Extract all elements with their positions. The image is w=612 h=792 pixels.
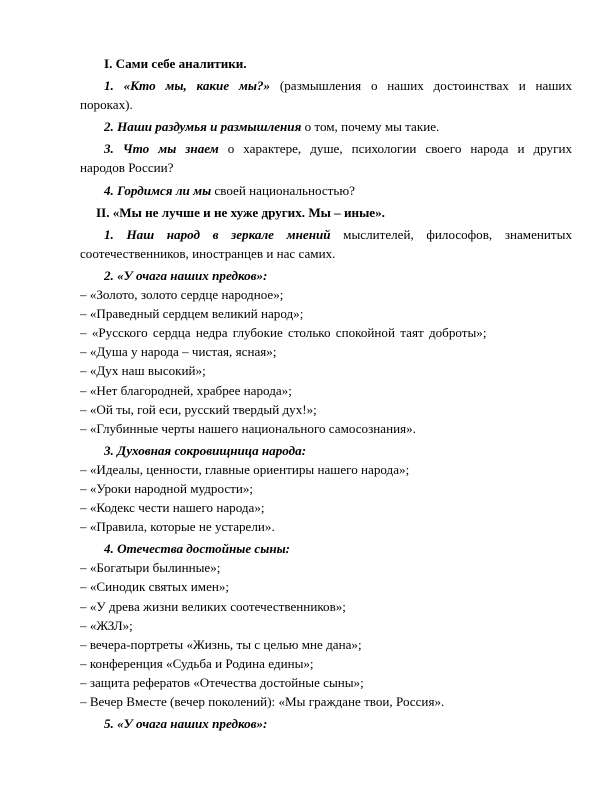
- list-item: – Вечер Вместе (вечер поколений): «Мы граждане твои, Россия».: [80, 694, 445, 709]
- list-item: – «Богатыри былинные»;: [80, 560, 221, 576]
- section-heading-1: I. Сами себе аналитики.: [104, 56, 247, 71]
- paragraph-1: [80, 76, 572, 114]
- list-4-title: 4. Отечества достойные сыны:: [104, 541, 291, 557]
- paragraph-1-lead: 1. «Кто мы, какие мы?»: [104, 78, 271, 94]
- list-item: – «Душа у народа – чистая, ясная»;: [80, 344, 277, 360]
- paragraph-3-text: о характере, душе, психологии своего народа и других: [218, 141, 572, 157]
- list-3-title: 3. Духовная сокровищница народа:: [104, 442, 307, 458]
- paragraph-3-lead: 3. Что мы знаем: [104, 141, 219, 157]
- list-item: – «ЖЗЛ»;: [80, 617, 133, 633]
- paragraph-2-lead: 2. Наши раздумья и размышления: [104, 119, 302, 135]
- paragraph-1-text: (размышления о наших достоинствах и наших: [270, 78, 572, 94]
- list-item: – «Уроки народной мудрости»;: [80, 480, 254, 496]
- paragraph-4-lead: 4. Гордимся ли мы: [104, 182, 212, 198]
- section-heading-2: II. «Мы не лучше и не хуже других. Мы – иные».: [96, 204, 385, 220]
- list-item: – конференция «Судьба и Родина едины»;: [80, 655, 314, 671]
- list-block-2: [80, 266, 572, 438]
- section2-paragraph-1: [80, 225, 572, 263]
- list-item: – «Кодекс чести нашего народа»;: [80, 500, 265, 516]
- list-item: – «Праведный сердцем великий народ»;: [80, 306, 304, 322]
- section2-paragraph-1-text: мыслителей, философов, знаменитых: [330, 226, 572, 242]
- paragraph-2: [104, 117, 572, 136]
- list-item: – «Идеалы, ценности, главные ориентиры нашего народа»;: [80, 461, 410, 477]
- paragraph-4-text: своей национальностью?: [211, 182, 355, 198]
- paragraph-3: [80, 139, 572, 177]
- list-block-3: [80, 441, 572, 536]
- document-page: [80, 54, 572, 733]
- paragraph-2-text: о том, почему мы такие.: [301, 119, 440, 135]
- list-item: – «Нет благородней, храбрее народа»;: [80, 382, 292, 398]
- list-2-title: 2. «У очага наших предков»:: [104, 267, 268, 283]
- list-item: – «У древа жизни великих соотечественников»;: [80, 598, 346, 614]
- paragraph-1-cont: пороках).: [80, 97, 133, 113]
- list-item: – «Дух наш высокий»;: [80, 363, 206, 379]
- list-item: – вечера-портреты «Жизнь, ты с целью мне дана»;: [80, 636, 362, 652]
- section2-paragraph-1-lead: 1. Наш народ в зеркале мнений: [104, 226, 331, 242]
- paragraph-3-cont: народов России?: [80, 160, 174, 176]
- list-item: – «Синодик святых имен»;: [80, 579, 230, 595]
- list-item: – «Русского сердца недра глубокие столько спокойной таят доброты»;: [80, 325, 487, 341]
- paragraph-4: [104, 181, 572, 200]
- list-item: – «Правила, которые не устарели».: [80, 519, 275, 535]
- list-item: – «Золото, золото сердце народное»;: [80, 287, 284, 303]
- list-item: – защита рефератов «Отечества достойные сыны»;: [80, 674, 364, 690]
- list-block-4: [80, 539, 572, 711]
- list-item: – «Ой ты, гой еси, русский твердый дух!»;: [80, 401, 317, 417]
- section2-paragraph-1-cont: соотечественников, иностранцев и нас самих.: [80, 245, 336, 261]
- list-5-title: 5. «У очага наших предков»:: [104, 716, 268, 732]
- list-item: – «Глубинные черты нашего национального самосознания».: [80, 420, 416, 436]
